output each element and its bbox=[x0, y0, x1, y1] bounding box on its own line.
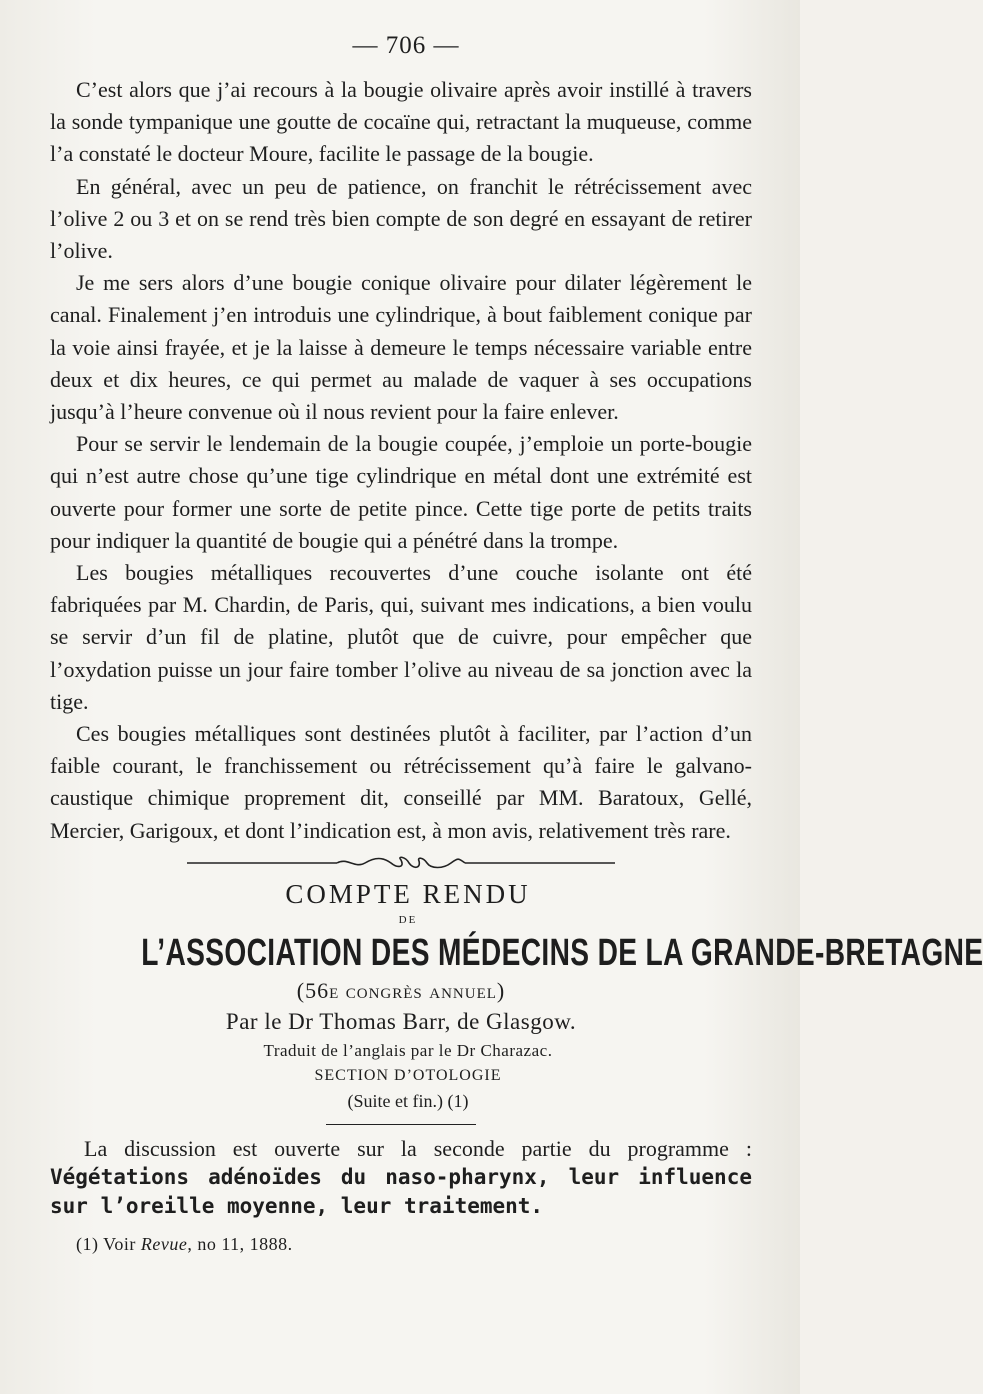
section-rule bbox=[326, 1124, 476, 1125]
discussion-intro: La discussion est ouverte sur la seconde partie du programme : bbox=[84, 1135, 752, 1161]
report-de: DE bbox=[398, 913, 418, 926]
paragraph-5: Les bougies métalliques recouvertes d’une couche isolante ont été fabriquées par M. Chardin, de Paris, qui, suivant mes indications, a bien voulu se servir d’un fil de platine, plutôt que de cuivre, pour empêcher que l’oxydation puisse un jour faire tomber l’olive au niveau de sa jonction avec la tige. bbox=[50, 560, 752, 714]
ornamental-divider bbox=[187, 856, 615, 870]
paragraph-3: Je me sers alors d’une bougie conique olivaire pour dilater légèrement le canal. Finalement j’en introduis une cylindrique, à bout faiblement conique par la voie ainsi frayée, et je la laisse à demeure le temps nécessaire variable entre deux et dix heures, ce qui permet au malade de vaquer à ses occupations jusqu’à l’heure convenue où il nous revient pour la faire enlever. bbox=[50, 270, 752, 425]
footnote-suffix: , no 11, 1888. bbox=[187, 1234, 293, 1255]
translator-line: Traduit de l’anglais par le Dr Charazac. bbox=[263, 1040, 553, 1060]
paragraph-4: Pour se servir le lendemain de la bougie coupée, j’emploie un porte-bougie qui n’est autre chose qu’une tige cylindrique en métal dont une extrémité est ouverte pour former une sorte de petite pince. Cette tige porte de petits traits pour indiquer la quantité de bougie qui a pénétré dans la trompe. bbox=[50, 431, 752, 553]
suite-note: (Suite et fin.) (1) bbox=[347, 1090, 469, 1111]
congress-line: (56e congrès annuel) bbox=[296, 977, 506, 1003]
paragraph-2: En général, avec un peu de patience, on franchit le rétrécissement avec l’olive 2 ou 3 et on se rend très bien compte de son degré en essayant de retirer l’olive. bbox=[50, 173, 752, 264]
footnote-journal: Revue bbox=[140, 1234, 188, 1255]
paragraph-6: Ces bougies métalliques sont destinées plutôt à faciliter, par l’action d’un faible courant, le franchissement ou rétrécissement qu’à faire le galvano-caustique chimique proprement dit, conseillé par MM. Baratoux, Gellé, Mercier, Garigoux, et dont l’indication est, à mon avis, relativement très rare. bbox=[50, 721, 752, 843]
section-heading: SECTION D’OTOLOGIE bbox=[314, 1066, 502, 1084]
report-title: COMPTE RENDU bbox=[285, 878, 531, 909]
association-title: L’ASSOCIATION DES MÉDECINS DE LA GRANDE-BRETAGNE bbox=[141, 931, 983, 974]
page-number: — 706 — bbox=[352, 32, 460, 59]
discussion-topic: Végétations adénoïdes du naso-pharynx, leur influence sur l’oreille moyenne, leur traitement. bbox=[50, 1165, 752, 1218]
report-header bbox=[50, 878, 983, 1125]
footnote-prefix: (1) Voir bbox=[76, 1234, 141, 1255]
author-byline: Par le Dr Thomas Barr, de Glasgow. bbox=[225, 1008, 577, 1034]
body-text bbox=[50, 74, 752, 847]
footnote bbox=[76, 1232, 752, 1256]
paragraph-1: C’est alors que j’ai recours à la bougie olivaire après avoir instillé à travers la sonde tympanique une goutte de cocaïne qui, retractant la muqueuse, comme l’a constaté le docteur Moure, facilite le passage de la bougie. bbox=[50, 77, 752, 167]
discussion-paragraph bbox=[50, 1135, 752, 1221]
